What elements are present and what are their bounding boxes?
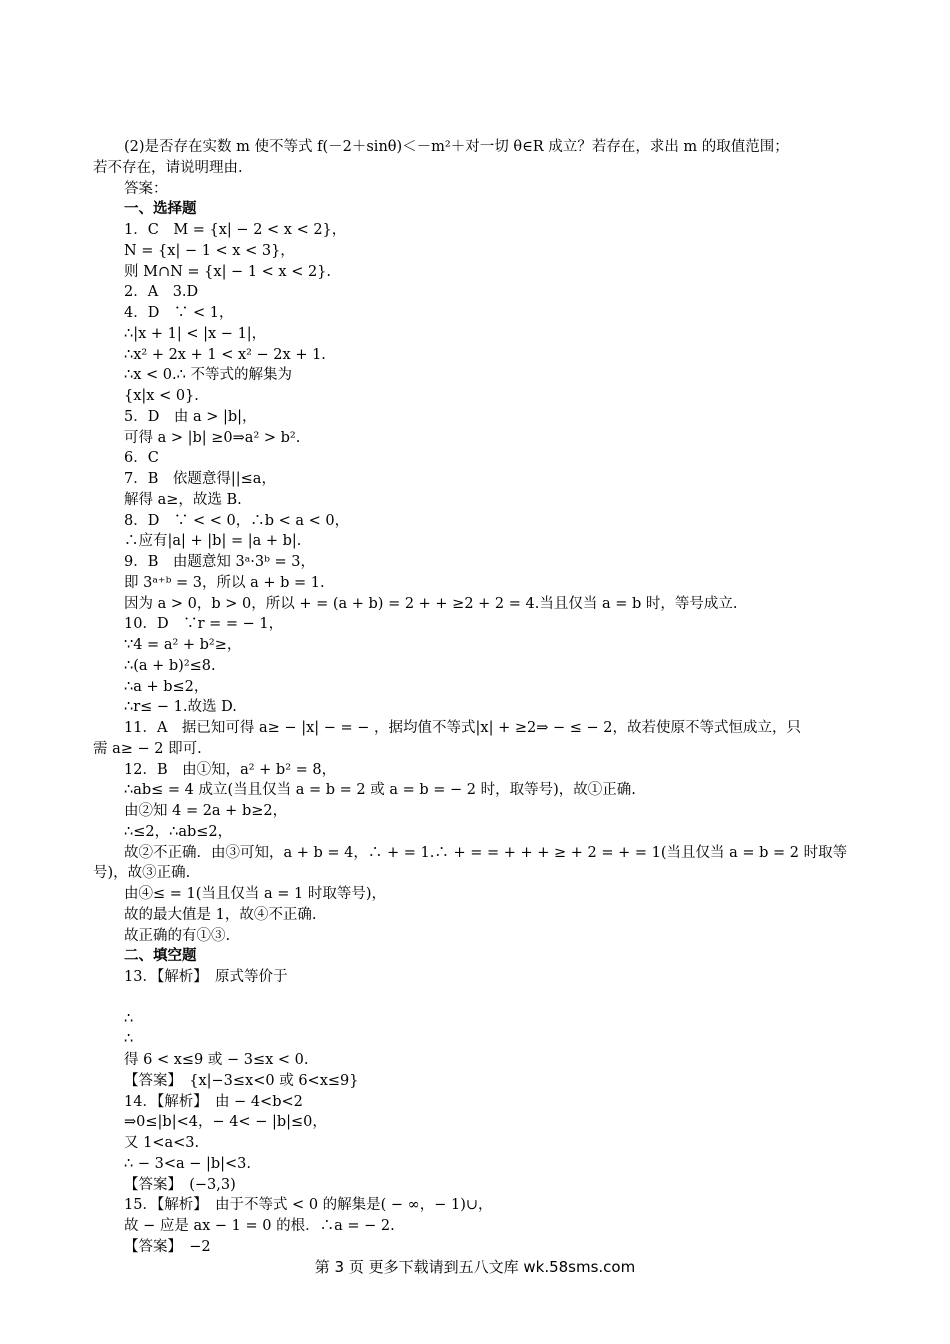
section-heading: 二、填空题 xyxy=(124,947,197,965)
text-line: 10．D ∵r = = − 1， xyxy=(124,616,284,633)
text-line: 解得 a≥，故选 B. xyxy=(124,491,242,508)
page-footer: 第 3 页 更多下载请到五八文库 wk.58sms.com xyxy=(314,1258,636,1276)
text-line: ∴r≤ − 1.故选 D. xyxy=(124,699,237,716)
text-line: 11．A 据已知可得 a≥ − |x| − = − ，据均值不等式|x| + ≥2⇒ − ≤ − 2，故若使原不等式恒成立，只 xyxy=(124,720,801,736)
text-line: 4．D ∵ < 1， xyxy=(124,305,234,321)
text-line: 故 − 应是 ax − 1 = 0 的根．∴a = − 2. xyxy=(124,1218,395,1234)
text-line: ∴|x + 1| < |x − 1|， xyxy=(124,325,267,342)
text-line: 5．D 由 a > |b|， xyxy=(124,408,257,425)
text-line: 需 a≥ − 2 即可. xyxy=(93,740,202,757)
text-line: 又 1<a<3. xyxy=(124,1135,200,1151)
text-line: 故②不正确．由③可知，a + b = 4，∴ + = 1.∴ + = = + + + ≥ + 2 = + = 1(当且仅当 a = b = 2 时取等 xyxy=(124,844,848,861)
document-body xyxy=(93,137,863,1258)
text-line: 6．C xyxy=(124,450,159,467)
text-line: 故的最大值是 1，故④不正确. xyxy=(124,906,317,923)
text-line: ∴应有|a| + |b| = |a + b|. xyxy=(124,533,302,550)
text-line: 【答案】 (−3,3) xyxy=(124,1176,236,1193)
text-line: 可得 a > |b| ≥0⇒a² > b². xyxy=(124,429,301,446)
text-line: 12．B 由①知，a² + b² = 8， xyxy=(124,761,337,778)
text-line: ∴ xyxy=(124,1031,134,1048)
text-line: 15．【解析】 由于不等式 < 0 的解集是( − ∞，− 1)∪， xyxy=(124,1197,493,1214)
text-line: N = {x| − 1 < x < 3}， xyxy=(124,242,295,259)
text-line: ∴ab≤ = 4 成立(当且仅当 a = b = 2 或 a = b = − 2 时，取等号)，故①正确. xyxy=(124,782,636,799)
text-line: 即 3ᵃ⁺ᵇ = 3，所以 a + b = 1. xyxy=(124,574,325,591)
text-line: ∴ xyxy=(124,1010,134,1027)
text-line: ⇒0≤|b|<4，− 4< − |b|≤0， xyxy=(124,1114,327,1131)
text-line: ∴(a + b)²≤8. xyxy=(124,657,216,674)
text-line: 【答案】 −2 xyxy=(124,1238,211,1255)
text-line: ∴≤2，∴ab≤2， xyxy=(124,823,233,840)
text-line: 1．C M = {x| − 2 < x < 2}， xyxy=(124,222,347,238)
section-heading: 一、选择题 xyxy=(124,200,197,218)
text-line: 则 M∩N = {x| − 1 < x < 2}. xyxy=(124,263,332,280)
text-line: ∵4 = a² + b²≥， xyxy=(124,637,242,653)
text-line: 得 6 < x≤9 或 − 3≤x < 0. xyxy=(124,1052,309,1068)
text-line: 号)，故③正确. xyxy=(93,865,191,882)
text-line: 9．B 由题意知 3ᵃ·3ᵇ = 3， xyxy=(124,554,316,570)
text-line: 8．D ∵ < < 0，∴b < a < 0， xyxy=(124,512,350,529)
text-line: 答案： xyxy=(124,180,168,197)
text-line: 7．B 依题意得||≤a， xyxy=(124,471,276,487)
text-line: ∴x < 0.∴ 不等式的解集为 xyxy=(124,367,292,384)
text-line xyxy=(93,988,863,1009)
text-line: 【答案】 {x|−3≤x<0 或 6<x≤9} xyxy=(124,1072,359,1089)
text-line: 因为 a > 0，b > 0，所以 + = (a + b) = 2 + + ≥2 + 2 = 4.当且仅当 a = b 时，等号成立. xyxy=(124,595,738,612)
text-line: 若不存在，请说明理由. xyxy=(93,159,243,176)
text-line: {x|x < 0}. xyxy=(124,388,199,404)
text-line: 由④≤ = 1(当且仅当 a = 1 时取等号)， xyxy=(124,886,387,902)
text-line: 由②知 4 = 2a + b≥2， xyxy=(124,803,288,819)
text-line: ∴a + b≤2， xyxy=(124,678,209,695)
text-line: 2．A 3.D xyxy=(124,284,199,301)
text-line: 13．【解析】 原式等价于 xyxy=(124,969,288,985)
text-line: ∴ − 3<a − |b|<3. xyxy=(124,1155,252,1172)
text-line: ∴x² + 2x + 1 < x² − 2x + 1. xyxy=(124,346,326,363)
text-line: 14．【解析】 由 − 4<b<2 xyxy=(124,1093,303,1110)
text-line: (2)是否存在实数 m 使不等式 f(－2＋sinθ)＜－m²＋对一切 θ∈R 成立？若存在，求出 m 的取值范围； xyxy=(124,139,789,155)
text-line: 故正确的有①③. xyxy=(124,927,231,944)
